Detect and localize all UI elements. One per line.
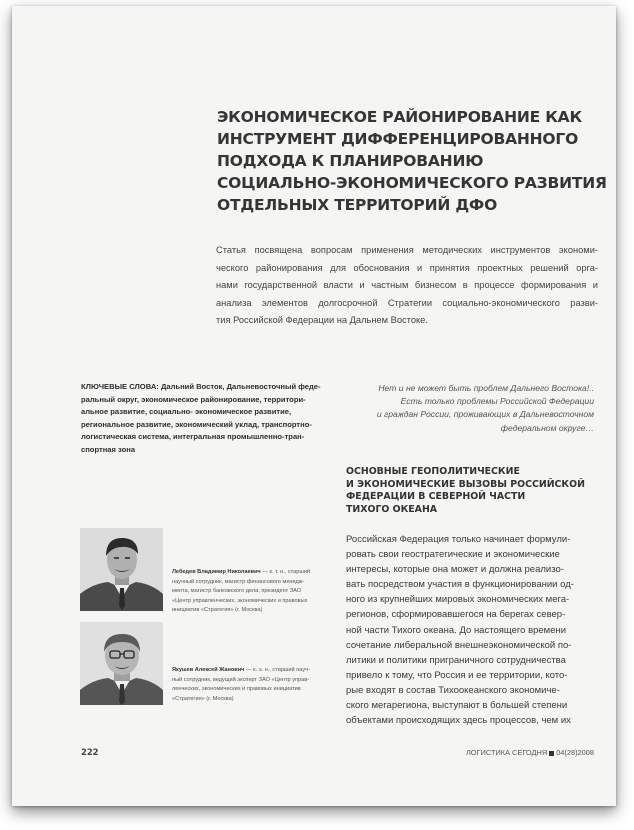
title-line: СОЦИАЛЬНО-ЭКОНОМИЧЕСКОГО РАЗВИТИЯ xyxy=(217,174,607,192)
body-line: литики и политики приграничного сотрудничества xyxy=(346,654,566,666)
author-photo xyxy=(80,622,163,705)
epigraph-line: и граждан России, проживающих в Дальневосточном xyxy=(376,409,594,420)
body-line: ной части Тихого океана. До настоящего времени xyxy=(346,624,567,636)
author-info xyxy=(172,666,342,704)
epigraph-line: федеральном округе… xyxy=(500,422,594,433)
section-heading-line: И ЭКОНОМИЧЕСКИЕ ВЫЗОВЫ РОССИЙСКОЙ xyxy=(346,478,585,490)
body-line: регионов, сформировавшегося на берегах север- xyxy=(346,609,566,621)
author-credentials: — к. э. н., старший науч- xyxy=(244,667,310,673)
author-credentials: «Центр управленческих, экономических и правовых xyxy=(172,597,308,604)
body-line: ровать свои геостратегические и экономические xyxy=(346,549,560,561)
epigraph-line: Есть только проблемы Российской Федерации xyxy=(400,396,594,407)
body-line: ского мегарегиона, выступают в большей степени xyxy=(346,700,568,712)
author-credentials: ный сотрудник, ведущий эксперт ЗАО «Центр управ- xyxy=(172,676,310,683)
author-credentials: — к. т. н., старший xyxy=(260,569,311,575)
body-line: сочетание либеральной внешнеэкономической по- xyxy=(346,639,572,651)
body-line: интересы, которые она может и должна реализо- xyxy=(346,564,564,576)
keywords-line: КЛЮЧЕВЫЕ СЛОВА: Дальний Восток, Дальневосточный феде- xyxy=(81,382,321,391)
author-credentials: научный сотрудник, магистр финансового менедж- xyxy=(172,578,305,585)
body-line: Российская Федерация только начинает формули- xyxy=(346,534,571,545)
keywords-line: спортная зона xyxy=(81,444,136,454)
title-line: ЭКОНОМИЧЕСКОЕ РАЙОНИРОВАНИЕ КАК xyxy=(217,108,582,126)
author-credentials: инициатив «Стратегия» (г. Москва) xyxy=(172,607,263,614)
journal-issue: 04(28)2008 xyxy=(556,748,594,757)
author-credentials: «Стратегия» (г. Москва) xyxy=(172,695,234,702)
section-heading-line: ТИХОГО ОКЕАНА xyxy=(346,503,438,515)
title-line: ИНСТРУМЕНТ ДИФФЕРЕНЦИРОВАННОГО xyxy=(217,130,579,148)
author-photo xyxy=(80,528,163,611)
journal-footer xyxy=(466,748,594,757)
journal-page xyxy=(12,6,616,806)
section-heading-line: ОСНОВНЫЕ ГЕОПОЛИТИЧЕСКИЕ xyxy=(346,466,520,477)
page-number: 222 xyxy=(81,747,99,757)
square-bullet-icon xyxy=(549,751,554,756)
author-info xyxy=(172,568,342,616)
section-heading-line: ФЕДЕРАЦИИ В СЕВЕРНОЙ ЧАСТИ xyxy=(346,491,526,503)
epigraph xyxy=(342,382,594,435)
author-name: Якушев Алексей Жанович xyxy=(172,667,245,673)
article-title xyxy=(217,106,607,216)
title-line: ПОДХОДА К ПЛАНИРОВАНИЮ xyxy=(217,152,484,170)
abstract-line: тия Российской Федерации на Дальнем Востоке. xyxy=(216,315,428,326)
keywords-line: альное развитие, социально- экономическое развитие, xyxy=(81,407,292,416)
keywords-line: логистическая система, интегральная промышленно-тран- xyxy=(81,432,305,441)
keywords-line: региональное развитие, экономический уклад, транспортно- xyxy=(81,419,312,429)
body-line: ного из крупнейших мировых экономических мега- xyxy=(346,594,570,606)
author-credentials: ленческих, экономических и правовых инициатив xyxy=(172,686,301,693)
keywords-line: ральный округ, экономическое районирование, территори- xyxy=(81,394,306,404)
body-line: объектами происходящих здесь процессов, чем их xyxy=(346,715,571,727)
body-line: вать посредством участия в функционировании од- xyxy=(346,579,574,591)
abstract-line: нами государственной власти и частным бизнесом в процессе формирования и xyxy=(216,280,598,291)
abstract-line: ческого районирования для обоснования и принятия проектных решений орга- xyxy=(216,262,598,273)
epigraph-line: Нет и не может быть проблем Дальнего Востока!.. xyxy=(378,383,594,393)
abstract-line: анализа элементов долгосрочной Стратегии социально-экономического разви- xyxy=(216,297,598,308)
author-credentials: мента, магистр банковского дела, президент ЗАО xyxy=(172,588,302,595)
section-heading xyxy=(346,466,596,516)
article-abstract xyxy=(216,242,598,330)
body-line: привело к тому, что Россия и ее территории, кото- xyxy=(346,669,568,681)
title-line: ОТДЕЛЬНЫХ ТЕРРИТОРИЙ ДФО xyxy=(217,196,498,214)
keywords-block xyxy=(81,381,339,456)
author-name: Лебедев Владимир Николаевич xyxy=(172,569,261,575)
body-line: рые входят в состав Тихоокеанского экономиче- xyxy=(346,684,560,696)
abstract-line: Статья посвящена вопросам применения методических инструментов экономи- xyxy=(216,245,598,255)
journal-name: ЛОГИСТИКА СЕГОДНЯ xyxy=(465,748,548,757)
section-body xyxy=(346,532,596,728)
